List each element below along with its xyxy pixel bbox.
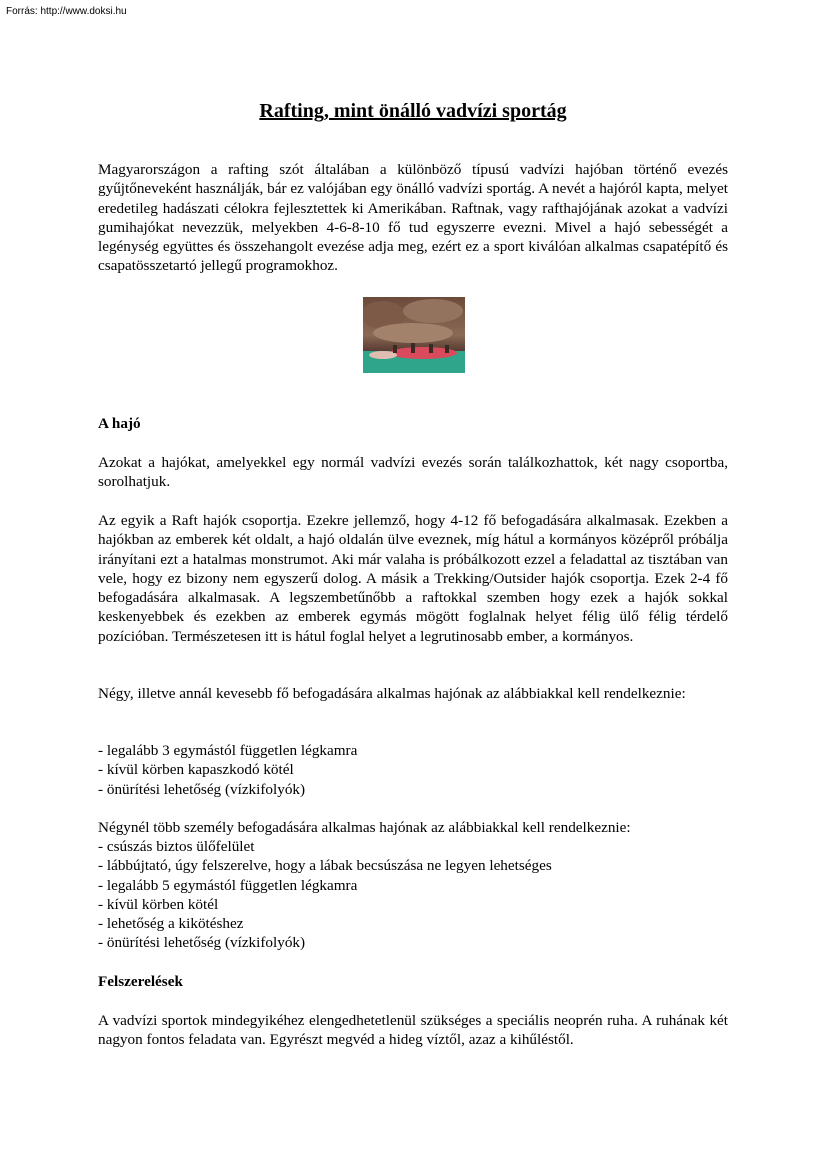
- boat-requirements-list-large: [98, 837, 728, 953]
- list-item: - lábbújtató, úgy felszerelve, hogy a lábak becsúszása ne legyen lehetséges: [98, 857, 552, 875]
- boat-paragraph-1: Azokat a hajókat, amelyekkel egy normál vadvízi evezés során találkozhattok, két nagy csoportba, sorolhatjuk.: [98, 454, 728, 491]
- list-item: - önürítési lehetőség (vízkifolyók): [98, 934, 306, 952]
- source-url: Forrás: http://www.doksi.hu: [6, 6, 127, 17]
- list-item: - lehetőség a kikötéshez: [98, 915, 244, 933]
- equipment-paragraph-1: A vadvízi sportok mindegyikéhez elengedhetetlenül szükséges a speciális neoprén ruha. A ruhának két nagyon fontos feladata van. Egyrészt megvéd a hideg víztől, azaz a kihűléstől.: [98, 1012, 728, 1049]
- boat-paragraph-4: Négynél több személy befogadására alkalmas hajónak az alábbiakkal kell rendelkeznie:: [98, 819, 631, 836]
- list-item: - kívül körben kapaszkodó kötél: [98, 761, 294, 779]
- list-item: - legalább 3 egymástól független légkamra: [98, 742, 358, 759]
- section-heading-boat: A hajó: [98, 415, 141, 432]
- list-item: - kívül körben kötél: [98, 895, 219, 913]
- intro-paragraph: Magyarországon a rafting szót általában a különböző típusú vadvízi hajóban történő evezés gyűjtőneveként használják, bár ez valójában egy önálló vadvízi sportág. A nevét a hajóról kapta, melyet eredetileg hadászati célokra fejlesztettek ki Amerikában. Raftnak, vagy rafthajójának azokat a vadvízi gumihajókat nevezzük, melyekben 4-6-8-10 fő tud egyszerre evezni. Mivel a hajó sebességét a legénység együttes és összehangolt evezése adja meg, ezért ez a sport kiválóan alkalmas csapatépítő és csapatösszetartó jellegű programokhoz.: [98, 161, 728, 275]
- list-item: - önürítési lehetőség (vízkifolyók): [98, 780, 306, 798]
- boat-paragraph-2: Az egyik a Raft hajók csoportja. Ezekre jellemző, hogy 4-12 fő befogadására alkalmasak. Ezekben a hajókban az emberek két oldalt, a hajó oldalán ülve eveznek, míg hátul a kormányos középről próbálja irányítani ezt a hatalmas monstrumot. Aki már valaha is próbálkozott ezzel a feladattal az tisztában van vele, hogy ez bizony nem egyszerű dolog. A másik a Trekking/Outsider hajók csoportja. Ezek 2-4 fő befogadására alkalmasak. A legszembetűnőbb a raftokkal szemben hogy ezek a hajók sokkal keskenyebbek és ezekben az emberek egymás mögött foglalnak helyet félig ülő félig térdelő pozícióban. Természetesen itt is hátul foglal helyet a legrutinosabb ember, a kormányos.: [98, 512, 728, 645]
- page-title: Rafting, mint önálló vadvízi sportág: [259, 100, 567, 122]
- section-heading-equipment: Felszerelések: [98, 973, 183, 990]
- boat-paragraph-3: Négy, illetve annál kevesebb fő befogadására alkalmas hajónak az alábbiakkal kell rendelkeznie:: [98, 685, 686, 702]
- list-item: - legalább 5 egymástól független légkamra: [98, 876, 358, 894]
- boat-requirements-list-small: [98, 741, 728, 799]
- list-item: - csúszás biztos ülőfelület: [98, 838, 255, 855]
- rafting-photo: [363, 297, 465, 373]
